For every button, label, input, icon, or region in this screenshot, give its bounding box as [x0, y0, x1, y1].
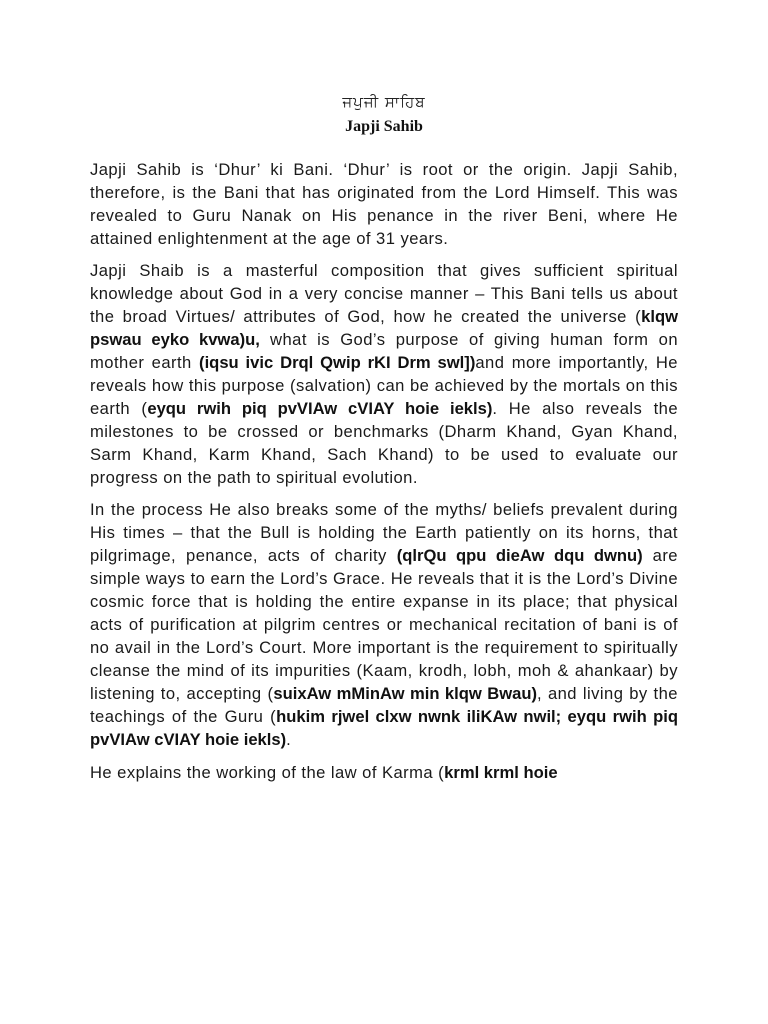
- gurbani-quote: suixAw mMinAw min klqw Bwau): [273, 684, 538, 703]
- gurbani-quote: (iqsu ivic Drql Qwip rKI Drm swl]): [199, 353, 476, 372]
- paragraph-text: and more importantly, He reveals how this purpose (salvation) can be achieved by the mortals on this earth (: [90, 353, 678, 418]
- paragraph-3: [90, 498, 678, 751]
- paragraph-text: .: [286, 730, 292, 749]
- paragraph-text: are simple ways to earn the Lord’s Grace. He reveals that it is the Lord’s Divine cosmic force that is holding the entire expanse in its place; that physical acts of purification at pilgrim centres or mechanical recitation of bani is of no avail in the Lord’s Court. More important is the requirement to spiritually cleanse the mind of its impurities (Kaam, krodh, lobh, moh & ahankaar) by listening to, accepting (: [90, 546, 678, 703]
- paragraph-text: In the process He also breaks some of the myths/ beliefs prevalent during His times – that the Bull is holding the Earth patiently on its horns, that pilgrimage, penance, acts of charity: [90, 500, 678, 565]
- paragraph-text: . He also reveals the milestones to be crossed or benchmarks (Dharm Khand, Gyan Khand, Sarm Khand, Karm Khand, Sach Khand) to be used to evaluate our progress on the path to spiritual evolution.: [90, 399, 679, 487]
- gurbani-quote: klqw pswau eyko kvwa)u,: [90, 307, 678, 349]
- page-title: Japji Sahib: [345, 118, 423, 135]
- paragraph-4: [90, 761, 678, 784]
- paragraph-text: what is God’s purpose of giving human form on mother earth: [90, 330, 678, 372]
- gurbani-quote: krml krml hoie: [444, 763, 558, 782]
- gurbani-quote: (qlrQu qpu dieAw dqu dwnu): [396, 546, 643, 565]
- gurbani-quote: eyqu rwih piq pvVIAw cVIAY hoie iekls): [147, 399, 493, 418]
- paragraph-text: He explains the working of the law of Karma (: [90, 763, 445, 782]
- paragraph-text: , and living by the teachings of the Guru (: [90, 684, 678, 726]
- page-title-gurmukhi: ਜਪੁਜੀ ਸਾਹਿਬ: [342, 93, 426, 111]
- paragraph-2: [90, 259, 678, 489]
- paragraph-1: [90, 158, 678, 250]
- document-page: [90, 0, 678, 784]
- paragraph-text: Japji Sahib is ‘Dhur’ ki Bani. ‘Dhur’ is root or the origin. Japji Sahib, therefore, is the Bani that has originated from the Lord Himself. This was revealed to Guru Nanak on His penance in the river Beni, where He attained enlightenment at the age of 31 years.: [90, 160, 678, 248]
- gurbani-quote: hukim rjwel clxw nwnk iliKAw nwil; eyqu rwih piq pvVIAw cVIAY hoie iekls): [90, 707, 678, 749]
- paragraph-text: Japji Shaib is a masterful composition that gives sufficient spiritual knowledge about God in a very concise manner – This Bani tells us about the broad Virtues/ attributes of God, how he created the universe (: [90, 261, 678, 326]
